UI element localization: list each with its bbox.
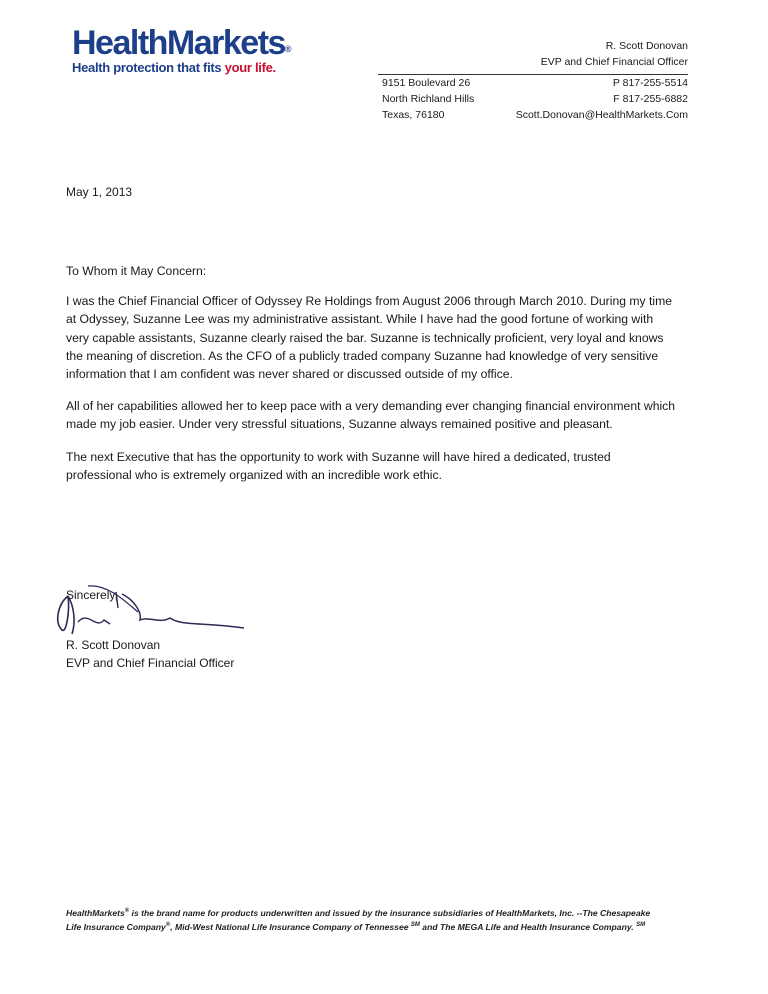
address-line3: Texas, 76180 xyxy=(382,109,445,121)
address-line2: North Richland Hills xyxy=(382,93,475,105)
address-line1: 9151 Boulevard 26 xyxy=(382,77,471,89)
letter-paragraph: I was the Chief Financial Officer of Odyssey Re Holdings from August 2006 through March 2010. During my time at Odyssey, Suzanne Lee was my administrative assistant. While I have had the good fortune of working with very capable assistants, Suzanne clearly raised the bar. Suzanne is technically proficient, very loyal and knows the meaning of discretion. As the CFO of a publicly traded company Suzanne had knowledge of very sensitive information that I am confident was never shared or discussed outside of my office. xyxy=(66,294,673,382)
letter-date: May 1, 2013 xyxy=(66,185,133,199)
signature-icon xyxy=(48,582,248,642)
signer-name: R. Scott Donovan xyxy=(66,638,161,652)
logo-tagline xyxy=(72,60,290,75)
executive-title: EVP and Chief Financial Officer xyxy=(540,56,688,68)
signer-title: EVP and Chief Financial Officer xyxy=(66,656,235,670)
logo-registered-mark: ® xyxy=(284,44,291,54)
executive-name: R. Scott Donovan xyxy=(605,40,688,52)
footer-text-2: , Mid-West National Life Insurance Company of Tennessee xyxy=(170,922,411,933)
letter-paragraph: All of her capabilities allowed her to keep pace with a very demanding ever changing financial environment which made my job easier. Under very stressful situations, Suzanne always remained positive and pleasant. xyxy=(66,399,676,432)
contact-phone: P 817-255-5514 xyxy=(612,77,688,89)
footer-reg-mark: ® xyxy=(124,908,130,914)
letter-salutation: To Whom it May Concern: xyxy=(66,264,207,278)
contact-block xyxy=(516,75,688,123)
logo-wordmark xyxy=(72,26,290,60)
footer-text-3: and The MEGA Life and Health Insurance Company. xyxy=(419,922,637,933)
footer-brand: HealthMarkets xyxy=(66,907,125,918)
letter-closing: Sincerely, xyxy=(66,588,118,602)
contact-email[interactable]: Scott.Donovan@HealthMarkets.Com xyxy=(515,109,688,121)
executive-block xyxy=(541,38,688,70)
tagline-accent: your life. xyxy=(224,60,276,75)
tagline-main: Health protection that fits xyxy=(72,60,225,75)
letter-body xyxy=(66,262,676,498)
letter-paragraph: The next Executive that has the opportunity to work with Suzanne will have hired a dedicated, trusted professional who is extremely organized with an incredible work ethic. xyxy=(66,449,611,482)
signer-block xyxy=(66,636,234,672)
company-logo xyxy=(72,26,290,75)
address-block xyxy=(382,75,474,123)
footer-disclaimer xyxy=(66,905,666,934)
footer-reg-mark-2: ® xyxy=(165,922,171,929)
contact-fax: F 817-255-6882 xyxy=(613,93,688,105)
logo-name: HealthMarkets xyxy=(72,24,285,62)
footer-sm-mark-2: SM xyxy=(636,922,646,929)
footer-sm-mark: SM xyxy=(410,922,420,929)
footer-text-1: is the brand name for products underwritten and issued by the insurance subsidiaries of HealthMarkets, Inc. --The Chesapeake Life Insurance Company xyxy=(66,907,651,933)
